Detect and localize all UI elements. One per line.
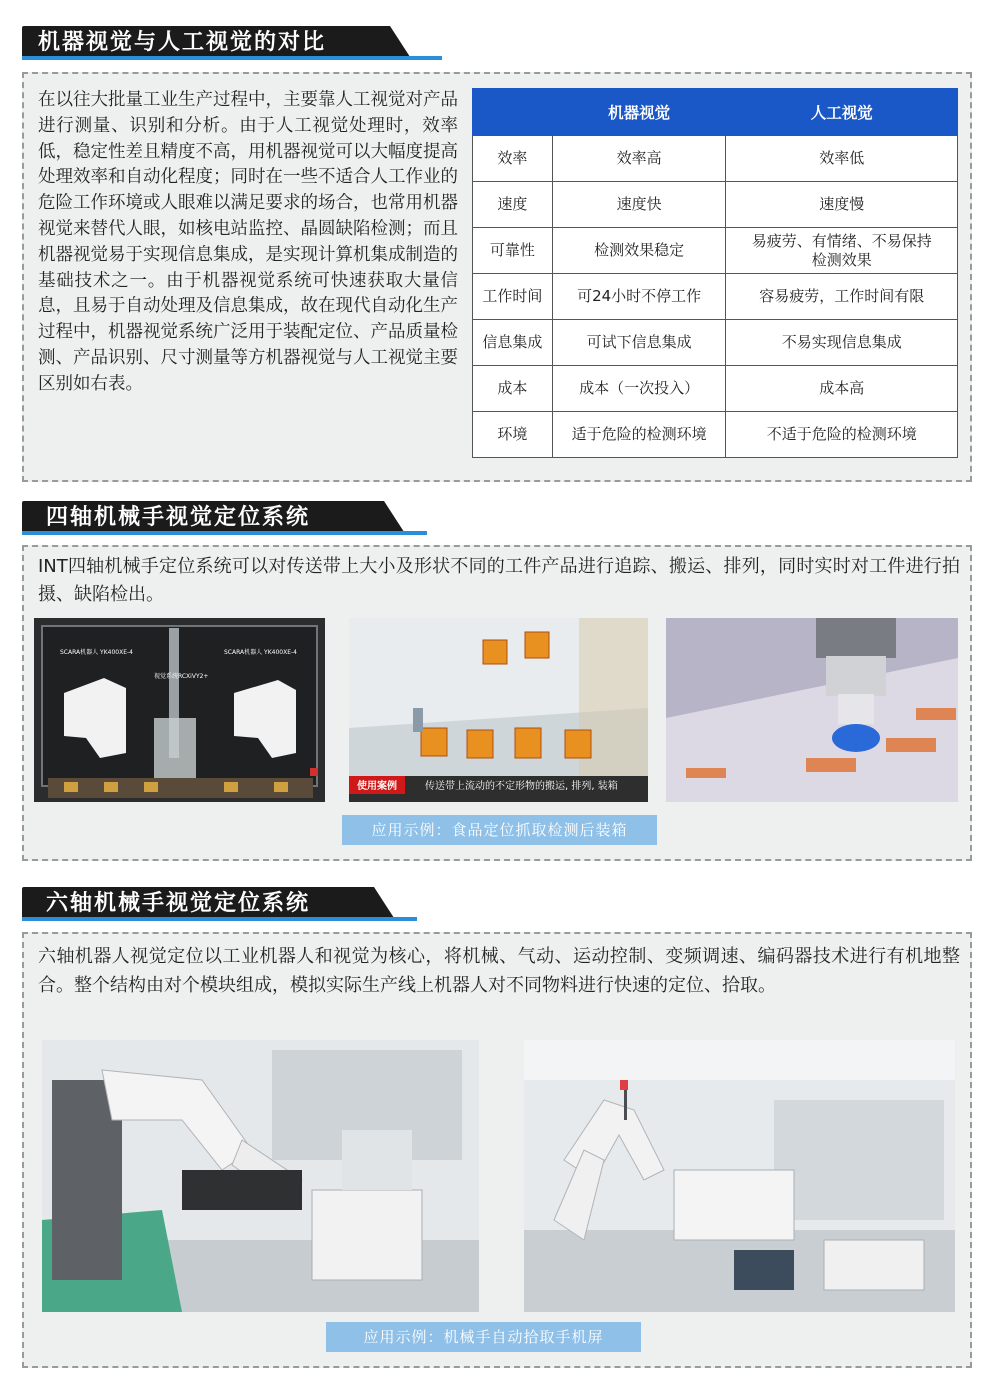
six-axis-robot-photo-left [42, 1040, 479, 1312]
photo1-label-right: SCARA机器人 YK400XE-4 [224, 649, 297, 656]
table-cell: 效率低 [726, 136, 958, 182]
table-cell: 速度快 [552, 182, 726, 228]
table-cell: 成本（一次投入） [552, 366, 726, 412]
photo2-caption: 传送带上流动的不定形物的搬运, 排列, 装箱 [425, 781, 618, 792]
table-cell: 效率高 [552, 136, 726, 182]
table-cell: 可24小时不停工作 [552, 274, 726, 320]
section1-title: 机器视觉与人工视觉的对比 [38, 30, 327, 55]
table-cell: 成本 [473, 366, 553, 412]
table-cell: 适于危险的检测环境 [552, 412, 726, 458]
section1-paragraph: 在以往大批量工业生产过程中，主要靠人工视觉对产品进行测量、识别和分析。由于人工视觉处理时，效率低，稳定性差且精度不高，用机器视觉可以大幅度提高处理效率和自动化程度；同时在一些不适合人工作业的危险工作环境或人眼难以满足要求的场合，也常用机器视觉来替代人眼，如核电站监控、晶圆缺陷检测；而且机器视觉易于实现信息集成，是实现计算机集成制造的基础技术之一。由于机器视觉系统可快速获取大量信息，且易于自动处理及信息集成，故在现代自动化生产过程中，机器视觉系统广泛用于装配定位、产品质量检测、产品识别、尺寸测量等方机器视觉与人工视觉主要区别如右表。 [38, 90, 458, 394]
table-header-cell: 机器视觉 [552, 89, 726, 136]
table-cell: 效率 [473, 136, 553, 182]
photo2-tag: 使用案例 [357, 781, 397, 792]
section2-title: 四轴机械手视觉定位系统 [46, 505, 311, 530]
table-cell: 工作时间 [473, 274, 553, 320]
photo1-label-left: SCARA机器人 YK400XE-4 [60, 649, 133, 656]
table-cell: 信息集成 [473, 320, 553, 366]
section2-paragraph: INT四轴机械手定位系统可以对传送带上大小及形状不同的工件产品进行追踪、搬运、排列，同时实时对工件进行拍摄、缺陷检出。 [38, 556, 960, 605]
section3-caption: 应用示例：机械手自动拾取手机屏 [326, 1322, 641, 1352]
table-row [473, 136, 958, 182]
table-cell: 环境 [473, 412, 553, 458]
table-cell: 可靠性 [473, 228, 553, 274]
conveyor-snacks-photo [349, 618, 648, 802]
table-cell: 速度慢 [726, 182, 958, 228]
table-cell: 容易疲劳，工作时间有限 [726, 274, 958, 320]
table-row [473, 320, 958, 366]
table-cell: 可试下信息集成 [552, 320, 726, 366]
scara-robots-photo [34, 618, 325, 802]
table-row [473, 366, 958, 412]
table-cell: 速度 [473, 182, 553, 228]
table-cell: 易疲劳、有情绪、不易保持检测效果 [726, 228, 958, 274]
table-cell: 不适于危险的检测环境 [726, 412, 958, 458]
table-cell: 检测效果稳定 [552, 228, 726, 274]
table-cell: 不易实现信息集成 [726, 320, 958, 366]
table-row [473, 274, 958, 320]
comparison-table [472, 88, 958, 458]
table-header-cell [473, 89, 553, 136]
table-row [473, 182, 958, 228]
six-axis-robot-photo-right [524, 1040, 955, 1312]
section3-paragraph: 六轴机器人视觉定位以工业机器人和视觉为核心，将机械、气动、运动控制、变频调速、编码器技术进行有机地整合。整个结构由对个模块组成，模拟实际生产线上机器人对不同物料进行快速的定位、拾取。 [38, 946, 960, 996]
section3-title: 六轴机械手视觉定位系统 [46, 891, 311, 916]
photo1-label-center: 视觉系统RCXiVY2+ [154, 673, 209, 680]
suction-gripper-photo [666, 618, 958, 802]
table-header-cell: 人工视觉 [726, 89, 958, 136]
table-row [473, 412, 958, 458]
table-header-row [473, 89, 958, 136]
table-row [473, 228, 958, 274]
table-cell: 成本高 [726, 366, 958, 412]
section2-caption: 应用示例：食品定位抓取检测后装箱 [342, 815, 657, 845]
